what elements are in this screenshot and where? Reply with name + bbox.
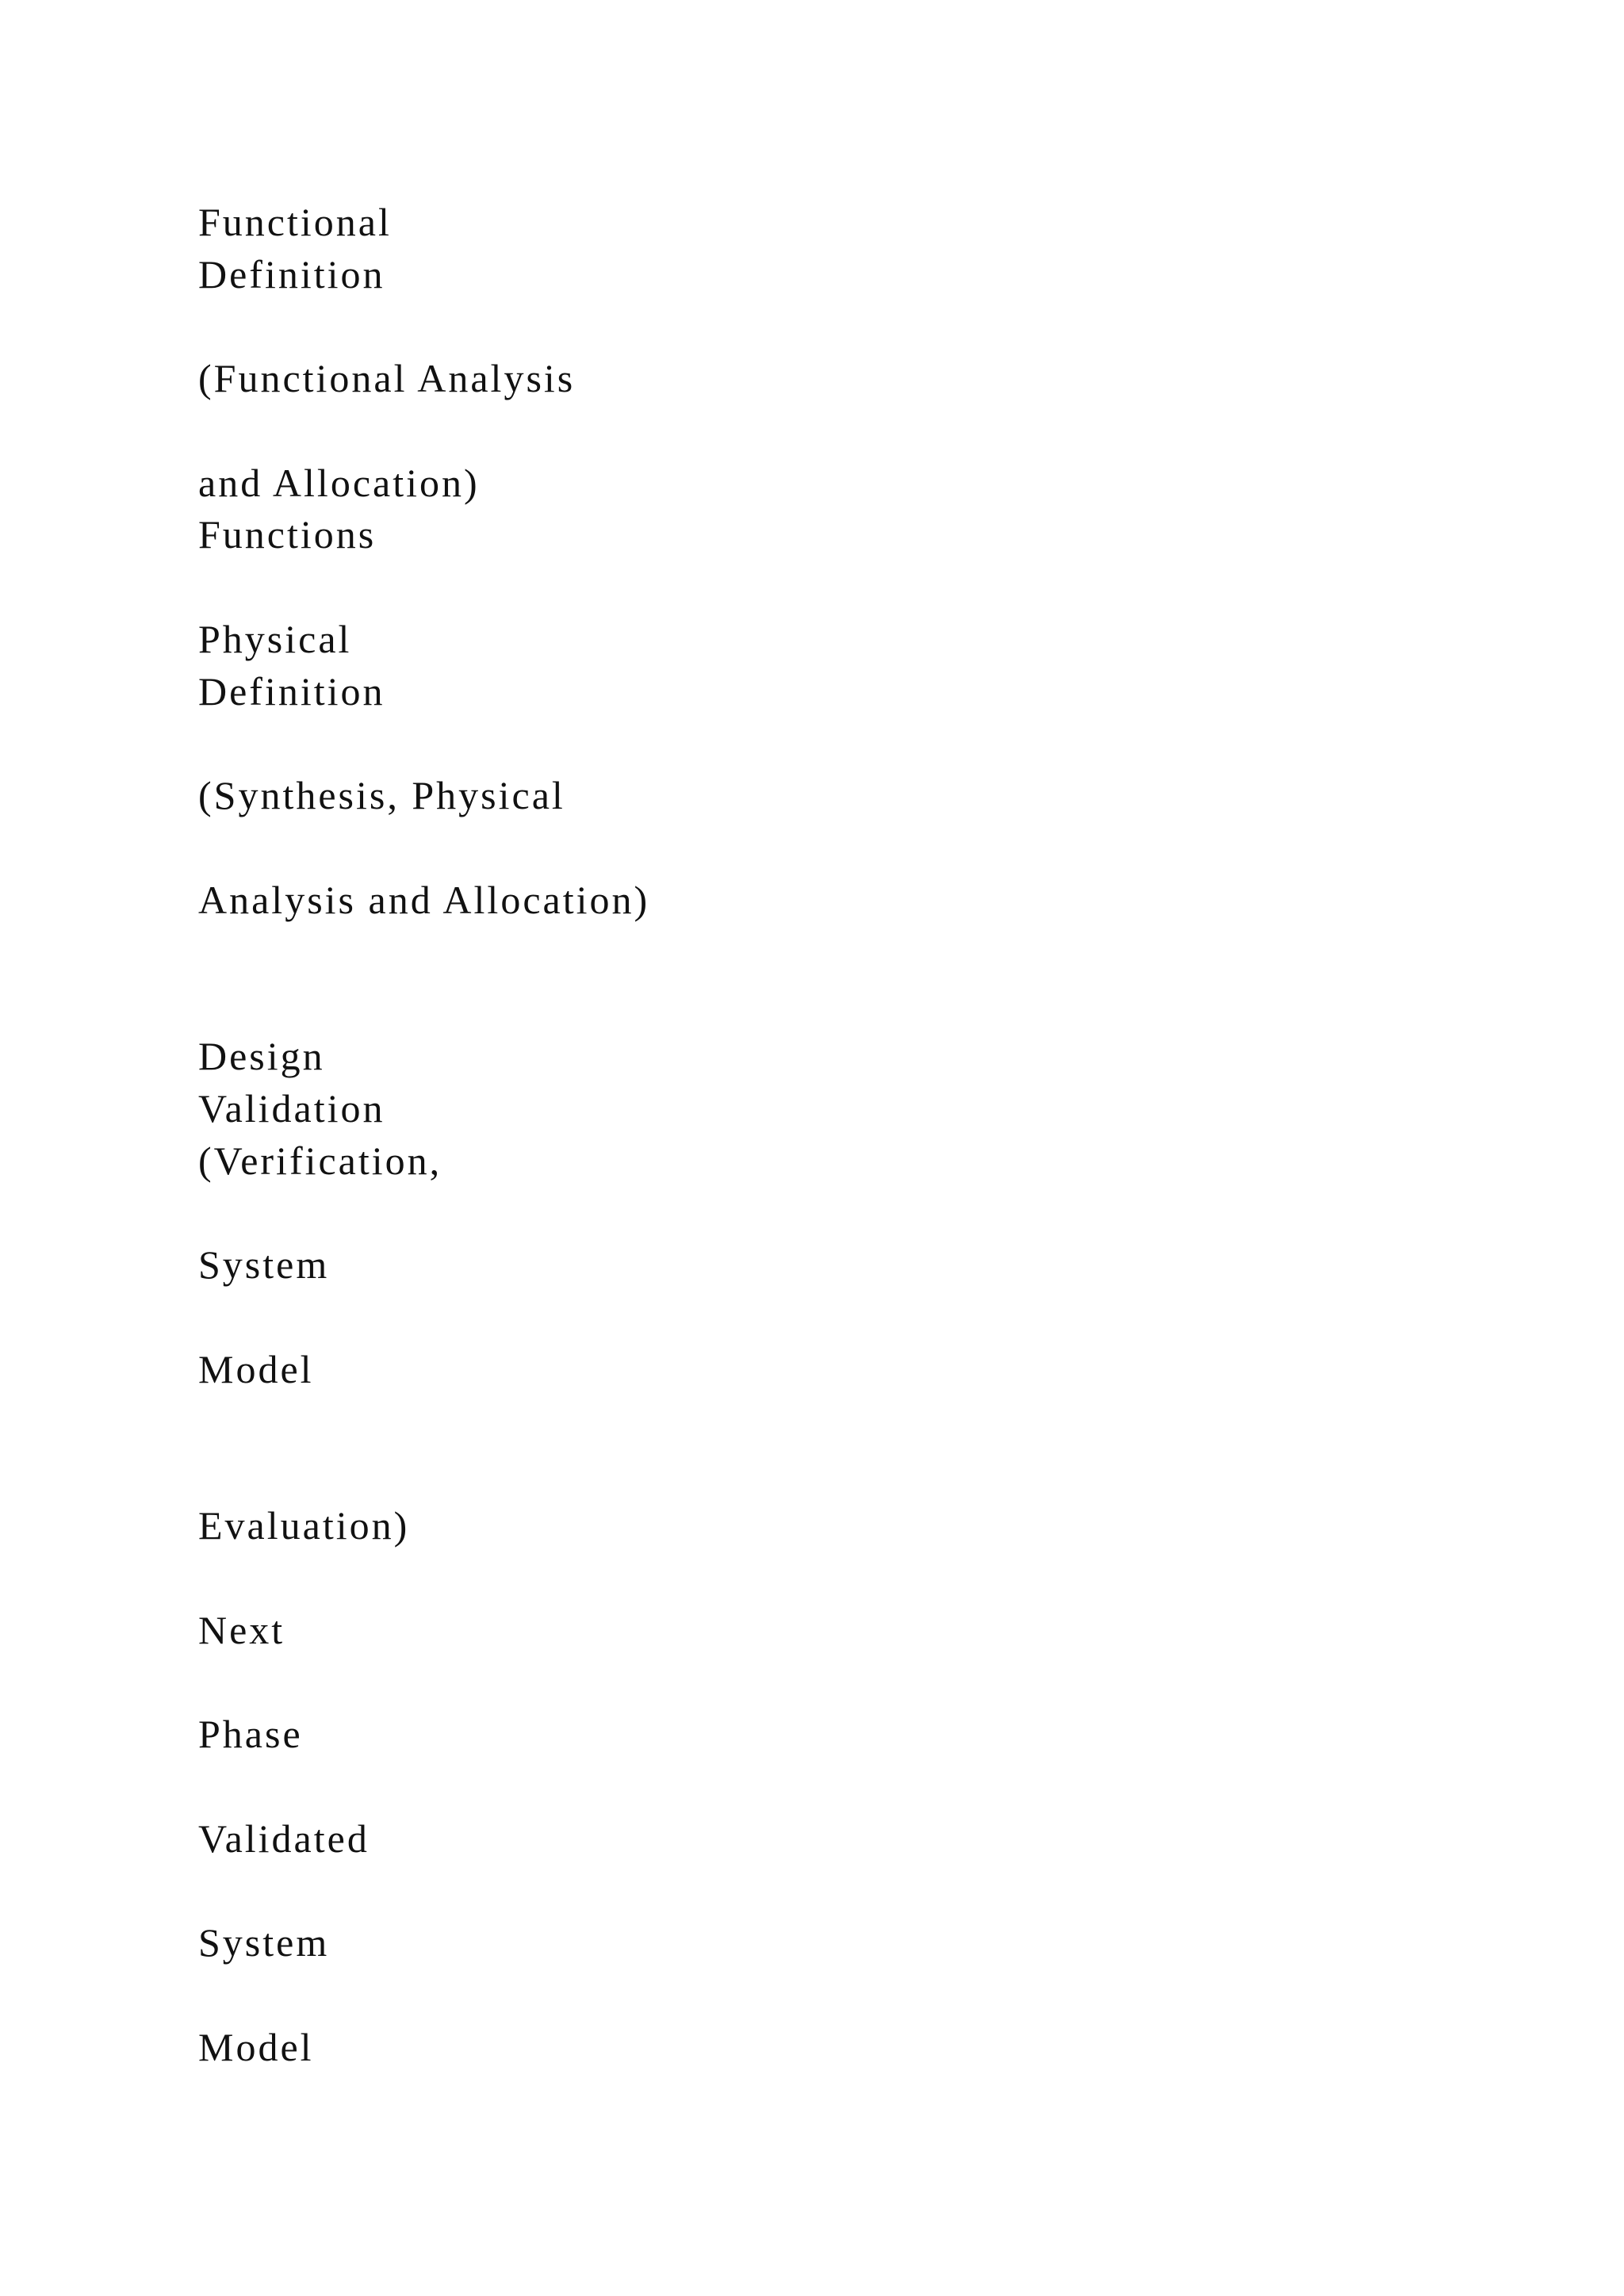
text-line-validated: Validated [198, 1816, 370, 1861]
text-line-model-1: Model [198, 1347, 314, 1391]
text-line-phase: Phase [198, 1712, 303, 1756]
text-line-functional: Functional [198, 200, 392, 244]
text-line-analysis-allocation: Analysis and Allocation) [198, 878, 650, 922]
text-line-definition-2: Definition [198, 669, 385, 714]
text-line-physical: Physical [198, 617, 352, 661]
text-line-validation: Validation [198, 1086, 385, 1131]
text-line-design: Design [198, 1034, 325, 1078]
text-line-next: Next [198, 1608, 285, 1652]
text-line-synthesis-physical: (Synthesis, Physical [198, 773, 565, 817]
text-line-and-allocation: and Allocation) [198, 461, 480, 505]
text-line-definition-1: Definition [198, 252, 385, 297]
text-line-system-1: System [198, 1242, 330, 1287]
text-line-functions: Functions [198, 512, 377, 557]
text-line-model-2: Model [198, 2025, 314, 2069]
text-line-functional-analysis: (Functional Analysis [198, 356, 576, 400]
text-line-system-2: System [198, 1920, 330, 1965]
text-line-verification: (Verification, [198, 1138, 442, 1183]
text-line-evaluation: Evaluation) [198, 1503, 410, 1548]
